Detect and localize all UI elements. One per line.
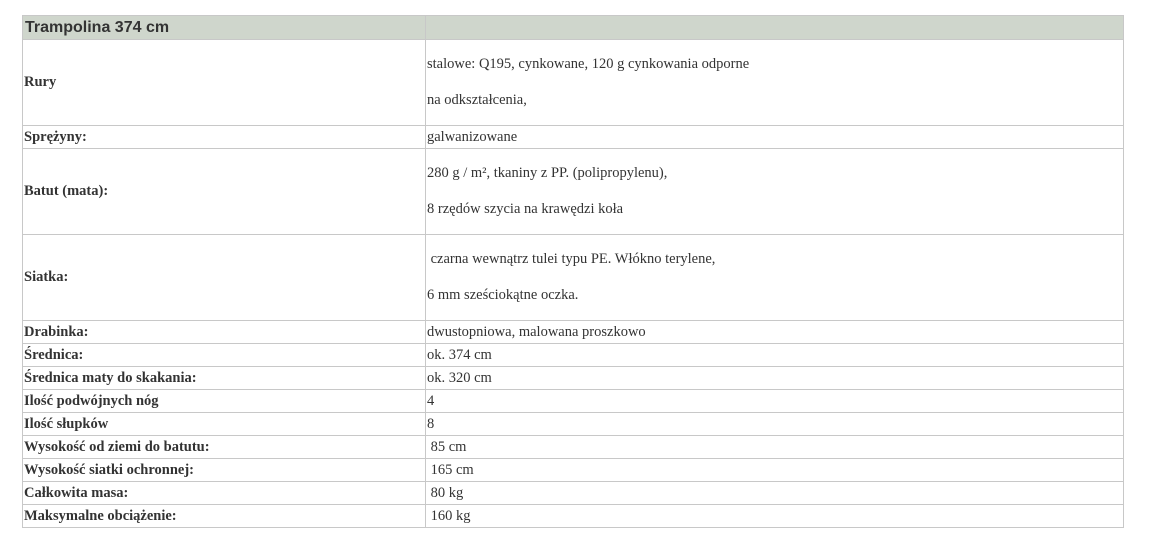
row-label: Maksymalne obciążenie: — [23, 505, 426, 528]
table-row — [23, 390, 1124, 413]
row-value-line: czarna wewnątrz tulei typu PE. Włókno terylene, — [427, 251, 716, 267]
table-row — [23, 235, 1124, 321]
row-label: Wysokość siatki ochronnej: — [23, 459, 426, 482]
row-value: dwustopniowa, malowana proszkowo — [426, 321, 1124, 344]
table-row — [23, 344, 1124, 367]
row-value: 85 cm — [426, 436, 1124, 459]
table-row — [23, 321, 1124, 344]
row-value-line: 6 mm sześciokątne oczka. — [427, 287, 579, 303]
row-value-line: 8 rzędów szycia na krawędzi koła — [427, 201, 624, 217]
row-label: Sprężyny: — [23, 126, 426, 149]
row-value-line: 280 g / m², tkaniny z PP. (polipropylenu), — [427, 165, 668, 181]
row-label: Wysokość od ziemi do batutu: — [23, 436, 426, 459]
row-value: ok. 374 cm — [426, 344, 1124, 367]
table-row — [23, 482, 1124, 505]
row-label: Batut (mata): — [23, 149, 426, 235]
row-label: Siatka: — [23, 235, 426, 321]
row-label: Całkowita masa: — [23, 482, 426, 505]
table-title: Trampolina 374 cm — [23, 16, 426, 40]
row-label: Średnica maty do skakania: — [23, 367, 426, 390]
table-header-empty-cell — [426, 16, 1124, 40]
row-value: galwanizowane — [426, 126, 1124, 149]
row-label: Średnica: — [23, 344, 426, 367]
row-label: Drabinka: — [23, 321, 426, 344]
row-label: Ilość podwójnych nóg — [23, 390, 426, 413]
row-label: Ilość słupków — [23, 413, 426, 436]
table-row — [23, 413, 1124, 436]
spec-table — [22, 15, 1124, 528]
table-row — [23, 149, 1124, 235]
row-label: Rury — [23, 40, 426, 126]
row-value — [426, 40, 1124, 126]
row-value: 80 kg — [426, 482, 1124, 505]
table-row — [23, 40, 1124, 126]
row-value: 165 cm — [426, 459, 1124, 482]
row-value — [426, 235, 1124, 321]
row-value: 4 — [426, 390, 1124, 413]
row-value: 160 kg — [426, 505, 1124, 528]
table-row — [23, 505, 1124, 528]
table-row — [23, 126, 1124, 149]
table-header-row — [23, 16, 1124, 40]
table-row — [23, 367, 1124, 390]
row-value-line: stalowe: Q195, cynkowane, 120 g cynkowania odporne — [427, 56, 750, 72]
row-value: ok. 320 cm — [426, 367, 1124, 390]
row-value-line: na odkształcenia, — [427, 92, 527, 108]
table-row — [23, 436, 1124, 459]
row-value: 8 — [426, 413, 1124, 436]
row-value — [426, 149, 1124, 235]
table-row — [23, 459, 1124, 482]
